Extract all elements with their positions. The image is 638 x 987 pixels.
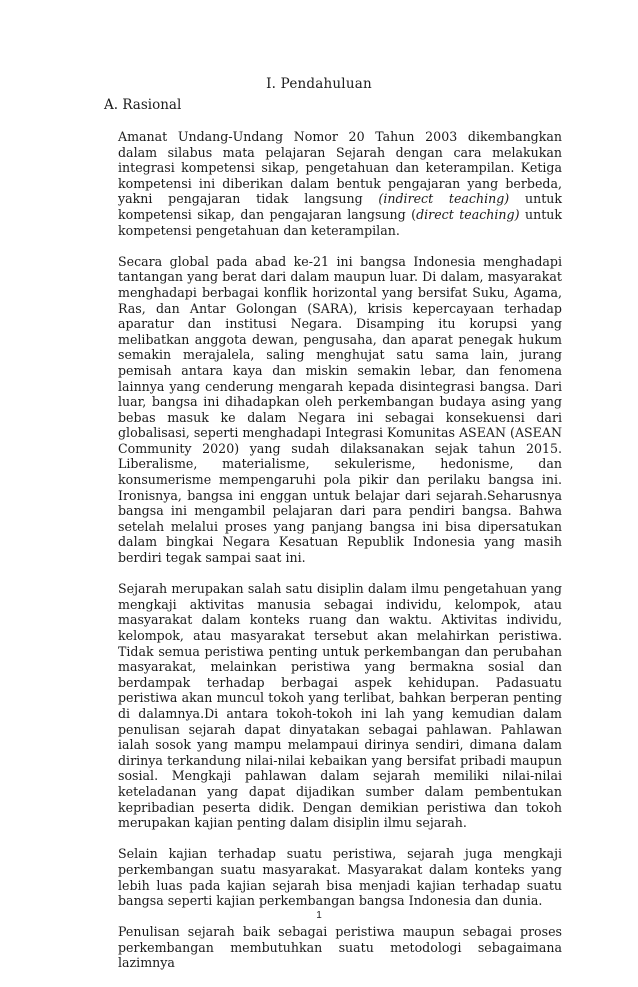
paragraph-rasional-2: Secara global pada abad ke-21 ini bangsa Indonesia menghadapi tantangan yang berat dari dalam maupun luar. Di dalam, masyarakat menghadapi berbagai konflik horizontal yang bersifat Suku, Agama, Ras, dan Antar Golongan (SARA), krisis kepercayaan terhadap aparatur dan institusi Negara. Disamping itu korupsi yang melibatkan anggota dewan, pengusaha, dan aparat penegak hukum semakin merajalela, saling menghujat satu sama lain, jurang pemisah antara kaya dan miskin semakin lebar, dan fenomena lainnya yang cenderung mengarah kepada disintegrasi bangsa. Dari luar, bangsa ini dihadapkan oleh perkembangan budaya asing yang bebas masuk ke dalam Negara ini sebagai konsekuensi dari globalisasi, seperti menghadapi Integrasi Komunitas ASEAN (ASEAN Community 2020) yang sudah dilaksanakan sejak tahun 2015. Liberalisme, materialisme, sekulerisme, hedonisme, dan konsumerisme mempengaruhi pola pikir dan perilaku bangsa ini. Ironisnya, bangsa ini enggan untuk belajar dari sejarah.Seharusnya bangsa ini mengambil pelajaran dari para pendiri bangsa. Bahwa setelah melalui proses yang panjang bangsa ini bisa dipersatukan dalam bingkai Negara Kesatuan Republik Indonesia yang masih berdiri tegak sampai saat ini. <box>118 253 562 566</box>
paragraph-1-text-a: Amanat Undang-Undang Nomor 20 Tahun 2003 dikembangkan dalam silabus mata pelajaran Sejarah dengan cara melakukan integrasi kompetensi sikap, pengetahuan dan keterampilan. Ketiga kompetensi ini diberikan dalam bentuk pengajaran yang berbeda, yakni pengajaran tidak langsung <box>118 129 562 207</box>
body-text <box>118 129 562 987</box>
chapter-title: I. Pendahuluan <box>266 76 372 92</box>
paragraph-rasional-3: Sejarah merupakan salah satu disiplin dalam ilmu pengetahuan yang mengkaji aktivitas manusia sebagai individu, kelompok, atau masyarakat dalam konteks ruang dan waktu. Aktivitas individu, kelompok, atau masyarakat tersebut akan melahirkan peristiwa. Tidak semua peristiwa penting untuk perkembangan dan perubahan masyarakat, melainkan peristiwa yang bermakna sosial dan berdampak terhadap berbagai aspek kehidupan. Padasuatu peristiwa akan muncul tokoh yang terlibat, bahkan berperan penting di dalamnya.Di antara tokoh-tokoh ini lah yang kemudian dalam penulisan sejarah dapat dinyatakan sebagai pahlawan. Pahlawan ialah sosok yang mampu melampaui dirinya sendiri, dimana dalam dirinya terkandung nilai-nilai kebaikan yang bersifat pribadi maupun sosial. Mengkaji pahlawan dalam sejarah memiliki nilai-nilai keteladanan yang dapat dijadikan sumber dalam pembentukan kepribadian peserta didik. Dengan demikian peristiwa dan tokoh merupakan kajian penting dalam disiplin ilmu sejarah. <box>118 581 562 831</box>
section-heading: A. Rasional <box>104 97 182 113</box>
direct-teaching-term: direct teaching) <box>416 206 520 222</box>
paragraph-rasional-4: Selain kajian terhadap suatu peristiwa, sejarah juga mengkaji perkembangan suatu masyarakat. Masyarakat dalam konteks yang lebih luas pada kajian sejarah bisa menjadi kajian terhadap suatu bangsa seperti kajian perkembangan bangsa Indonesia dan dunia. <box>118 846 562 909</box>
indirect-teaching-term: (indirect teaching) <box>378 191 510 207</box>
paragraph-rasional-5: Penulisan sejarah baik sebagai peristiwa maupun sebagai proses perkembangan membutuhkan suatu metodologi sebagaimana lazimnya <box>118 924 562 971</box>
paragraph-1-text-b: untuk kompetensi sikap, dan pengajaran langsung ( <box>118 191 562 222</box>
paragraph-rasional-1 <box>118 129 562 238</box>
page-number: 1 <box>316 910 322 921</box>
paragraph-1-text-c: untuk kompetensi pengetahuan dan keterampilan. <box>118 206 562 238</box>
